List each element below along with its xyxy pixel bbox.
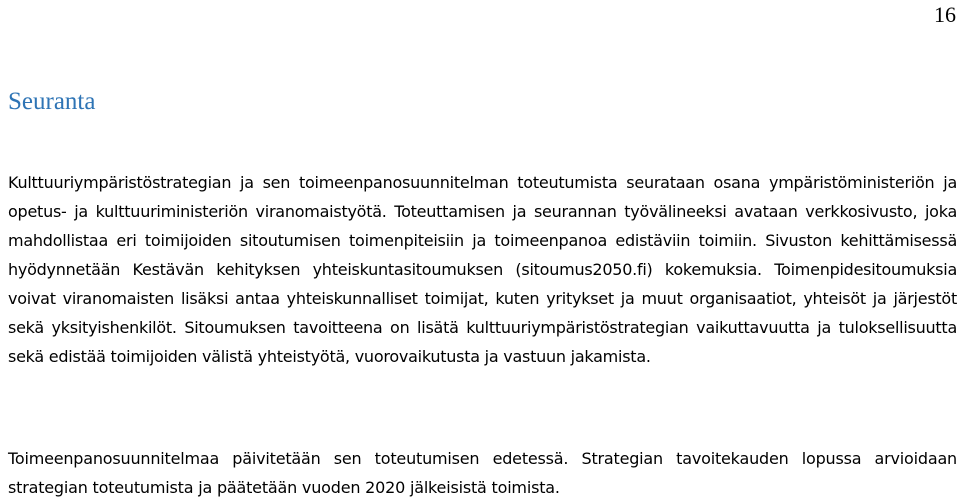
page-number: 16 xyxy=(934,2,956,27)
section-title: Seuranta xyxy=(8,88,96,115)
body-paragraph-update: Toimeenpanosuunnitelmaa päivitetään sen toteutumisen edetessä. Strategian tavoitekauden lopussa arvioidaan strategian toteutumista ja päätetään vuoden 2020 jälkeisistä toimista. xyxy=(8,449,957,497)
body-paragraph-monitoring: Kulttuuriympäristöstrategian ja sen toimeenpanosuunnitelman toteutumista seurataan osana ympäristöministeriön ja opetus- ja kulttuuriministeriön viranomaistyötä. Toteuttamisen ja seurannan työvälineeksi avataan verkkosivusto, joka mahdollistaa eri toimijoiden sitoutumisen toimenpiteisiin ja toimeenpanoa edistäviin toimiin. Sivuston kehittämisessä hyödynnetään Kestävän kehityksen yhteiskuntasitoumuksen (sitoumus2050.fi) kokemuksia. Toimenpidesitoumuksia voivat viranomaisten lisäksi antaa yhteiskunnalliset toimijat, kuten yritykset ja muut organisaatiot, yhteisöt ja järjestöt sekä yksityishenkilöt. Sitoumuksen tavoitteena on lisätä kulttuuriympäristöstrategian vaikuttavuutta ja tuloksellisuutta sekä edistää toimijoiden välistä yhteistyötä, vuorovaikutusta ja vastuun jakamista. xyxy=(8,173,957,366)
